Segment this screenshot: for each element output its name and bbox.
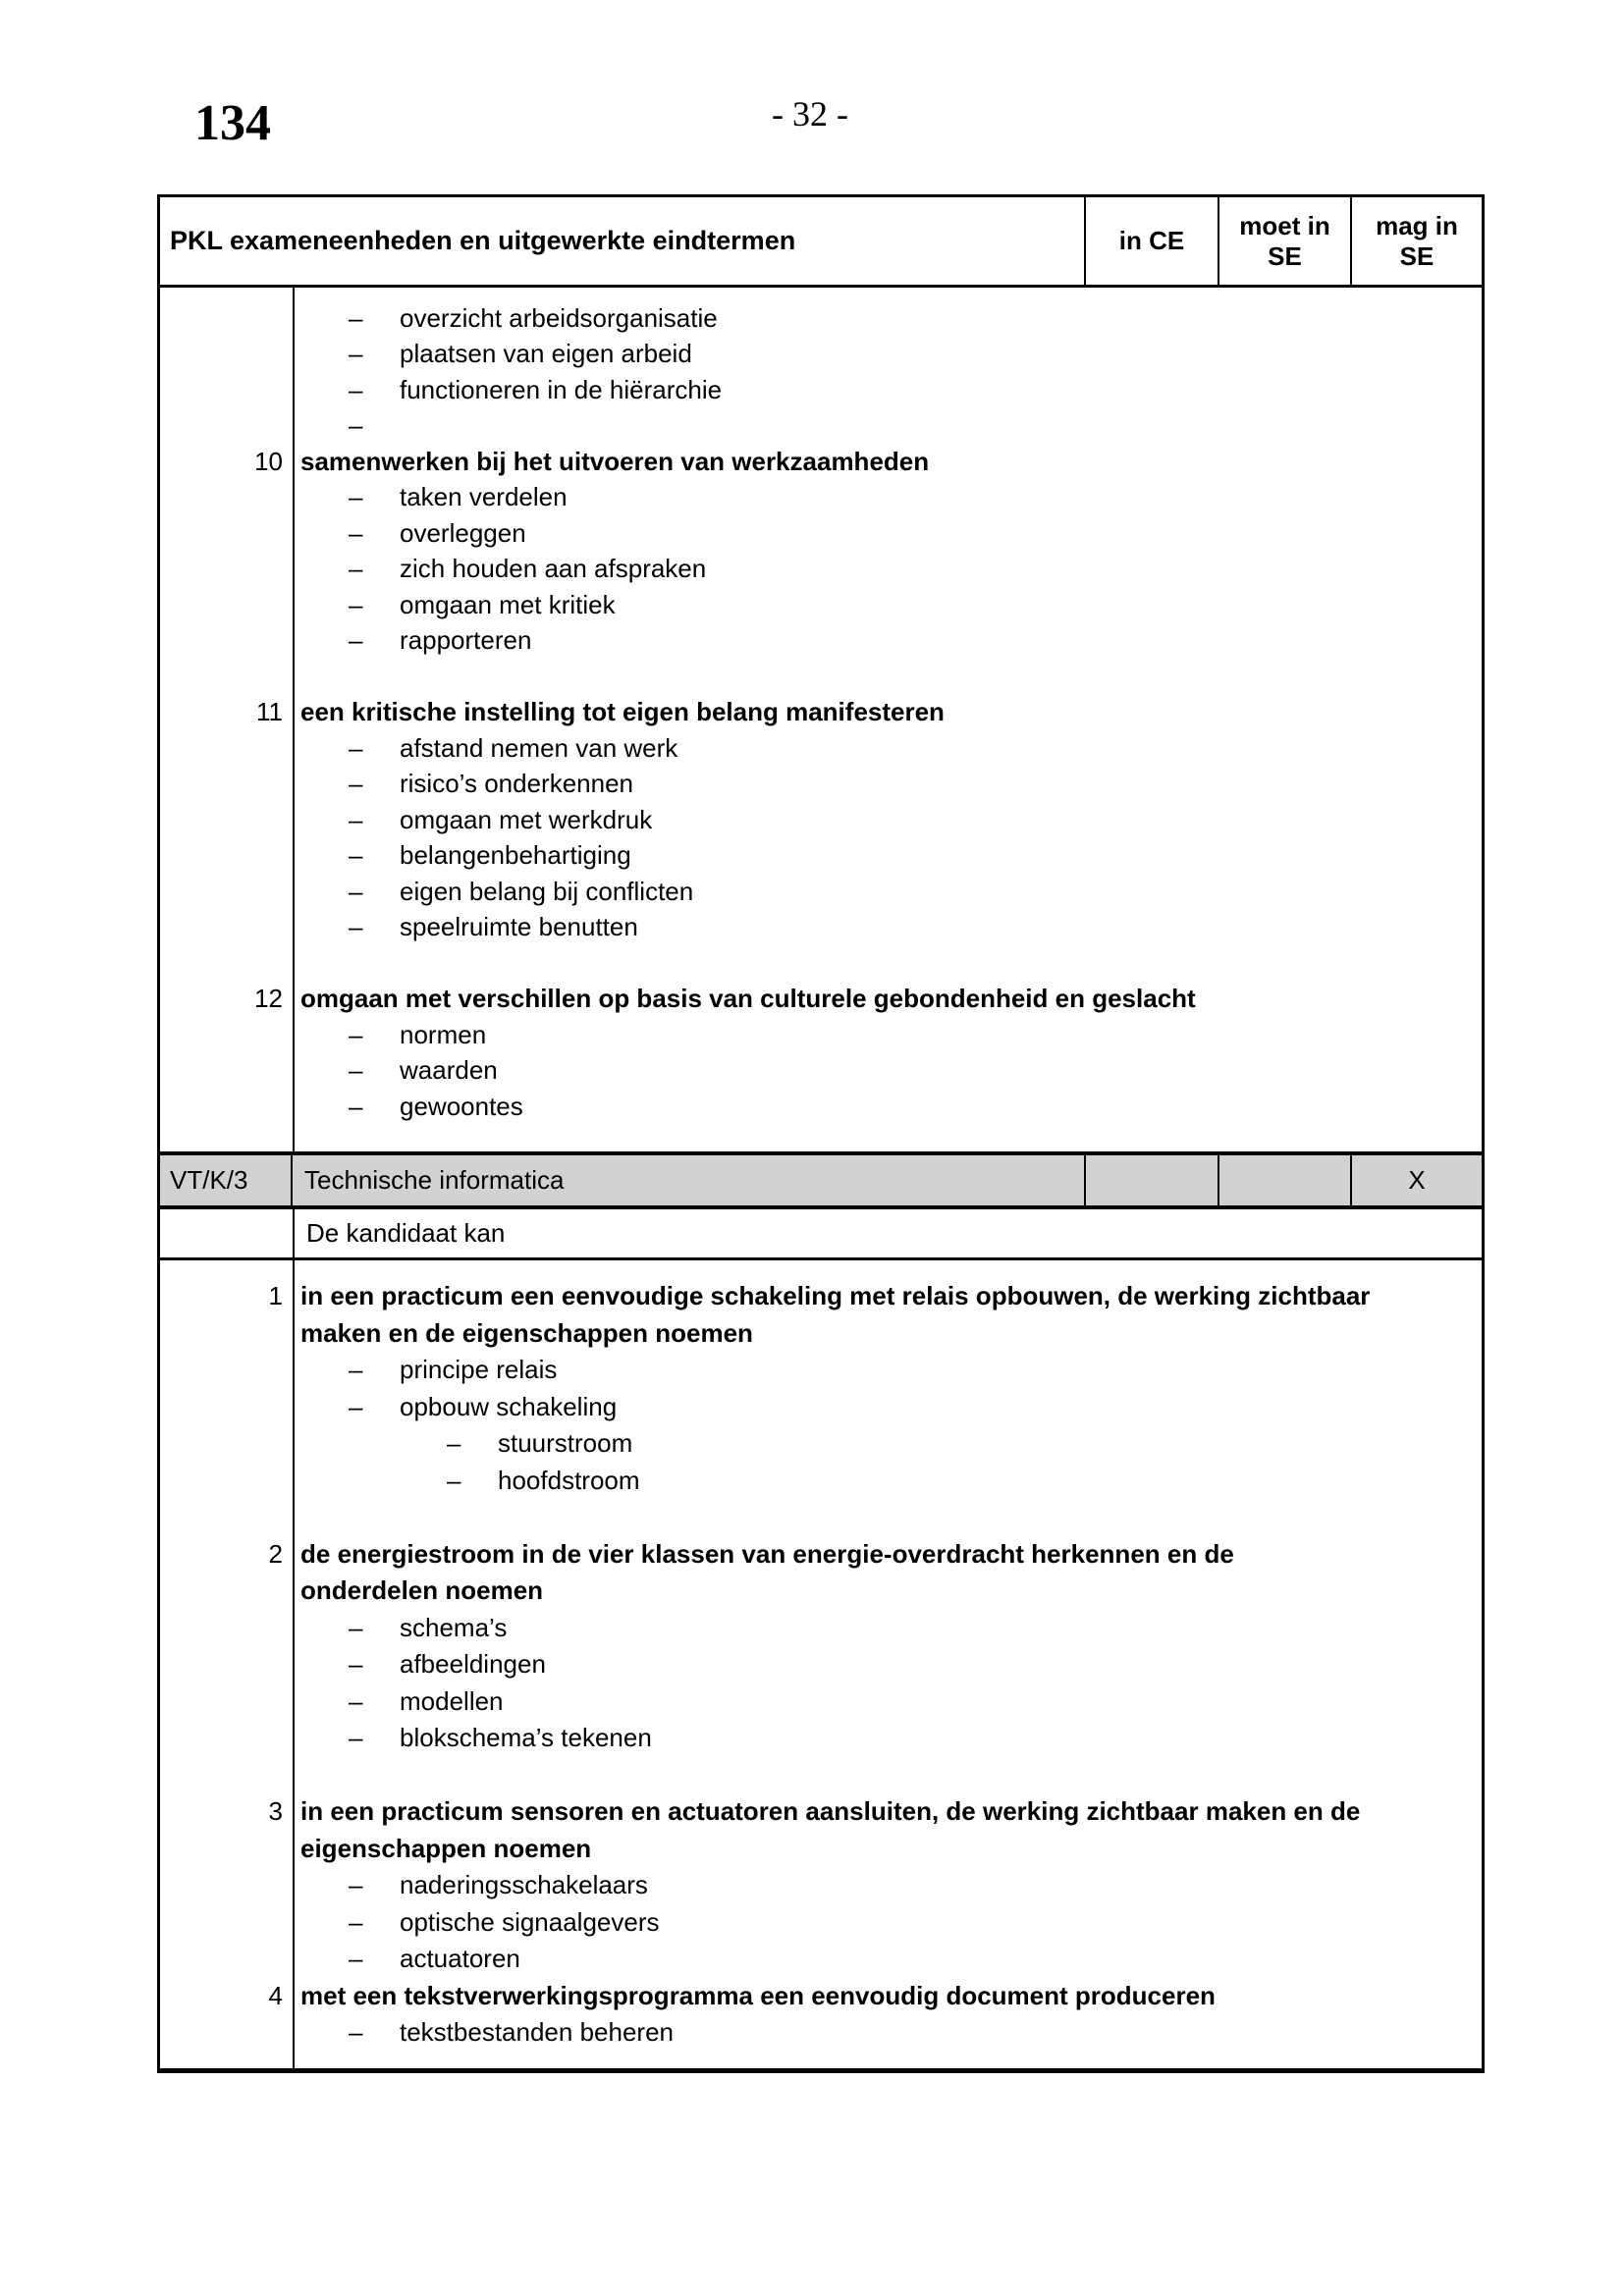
sub-bullet-line	[160, 1683, 1482, 1721]
item-heading-line	[160, 1793, 1482, 1831]
dash-bullet-icon: –	[349, 1355, 363, 1385]
spacer-line	[160, 945, 1482, 982]
line-text	[295, 1907, 1482, 1938]
spacer-line	[160, 1499, 1482, 1536]
dash-bullet-icon: –	[349, 302, 363, 333]
column-header-in-ce: in CE	[1084, 197, 1218, 285]
table-header-row	[160, 197, 1482, 288]
line-text	[295, 1613, 1482, 1643]
heading-text: de energiestroom in de vier klassen van energie-overdracht herkennen en de	[300, 1538, 1234, 1569]
line-text	[295, 339, 1482, 369]
column-header-mag-in-se: mag in SE	[1350, 197, 1482, 285]
item-number: 1	[268, 1281, 283, 1311]
dash-bullet-icon: –	[349, 1723, 363, 1753]
sub-bullet-line	[160, 1941, 1482, 1978]
bullet-text: principe relais	[400, 1355, 558, 1385]
dash-bullet-icon: –	[349, 1649, 363, 1680]
bullet-text: functioneren in de hiërarchie	[400, 374, 723, 404]
bullet-text: modellen	[400, 1685, 504, 1716]
item-number: 3	[268, 1796, 283, 1827]
dash-bullet-icon: –	[349, 769, 363, 799]
line-text	[295, 1281, 1482, 1311]
bullet-text: hoofdstroom	[498, 1465, 640, 1495]
dash-bullet-icon: –	[349, 589, 363, 619]
sub-bullet-line	[160, 1089, 1482, 1125]
sub-sub-bullet-line	[160, 1425, 1482, 1463]
sub-bullet-line	[160, 623, 1482, 660]
line-text	[295, 1020, 1482, 1050]
item-number: 4	[268, 1980, 283, 2010]
line-text	[295, 1092, 1482, 1122]
sub-bullet-line	[160, 337, 1482, 373]
bullet-text: tekstbestanden beheren	[400, 2017, 674, 2048]
item-heading-line	[160, 1278, 1482, 1315]
kandidaat-number-cell	[160, 1209, 293, 1257]
column-header-moet-in-se: moet in SE	[1218, 197, 1350, 285]
sub-bullet-line	[160, 1904, 1482, 1942]
bullet-text: omgaan met kritiek	[400, 589, 616, 619]
table-header-title: PKL exameneenheden en uitgewerkte eindtermen	[170, 226, 796, 255]
line-text	[295, 375, 1482, 405]
heading-text: een kritische instelling tot eigen belang manifesteren	[300, 697, 945, 727]
heading-text: samenwerken bij het uitvoeren van werkzaamheden	[300, 446, 930, 476]
line-text	[295, 1428, 1482, 1459]
dash-bullet-icon: –	[349, 912, 363, 942]
line-text	[295, 1723, 1482, 1753]
sub-bullet-line	[160, 408, 1482, 445]
heading-text: omgaan met verschillen op basis van culturele gebondenheid en geslacht	[300, 984, 1196, 1014]
page-number: 134	[194, 95, 271, 151]
dash-bullet-icon: –	[349, 374, 363, 404]
line-text	[295, 554, 1482, 584]
line-text	[295, 1575, 1482, 1606]
sub-bullet-line	[160, 300, 1482, 337]
line-text	[295, 1649, 1482, 1680]
bullet-text: waarden	[400, 1055, 498, 1086]
dash-bullet-icon: –	[349, 625, 363, 656]
bullet-text: afstand nemen van werk	[400, 732, 678, 763]
bullet-text: schema’s	[400, 1612, 508, 1642]
heading-text: eigenschappen noemen	[300, 1833, 592, 1863]
page-marker: - 32 -	[772, 94, 848, 133]
bullet-text: optische signaalgevers	[400, 1906, 660, 1937]
kandidaat-label: De kandidaat kan	[306, 1218, 506, 1248]
item-number: 12	[254, 984, 283, 1014]
sub-bullet-line	[160, 1720, 1482, 1757]
bullet-text: afbeeldingen	[400, 1649, 546, 1680]
bullet-text: plaatsen van eigen arbeid	[400, 339, 692, 369]
line-text	[295, 303, 1482, 334]
sub-bullet-line	[160, 1352, 1482, 1389]
item-heading-line	[160, 1536, 1482, 1574]
dash-bullet-icon: –	[349, 1055, 363, 1086]
eindtermen-table	[157, 194, 1485, 2073]
sub-bullet-line	[160, 587, 1482, 623]
line-text	[295, 1944, 1482, 1974]
bullet-text: normen	[400, 1019, 487, 1049]
body-block-items-10-12	[160, 288, 1482, 1155]
line-text	[295, 1055, 1482, 1086]
bullet-text: naderingsschakelaars	[400, 1870, 648, 1900]
item-heading-continuation	[160, 1573, 1482, 1610]
line-text	[295, 769, 1482, 799]
line-text	[295, 1466, 1482, 1496]
line-text	[295, 1686, 1482, 1717]
sub-bullet-line	[160, 802, 1482, 838]
line-text	[295, 805, 1482, 835]
item-heading-line	[160, 444, 1482, 480]
sub-bullet-line	[160, 1017, 1482, 1053]
sub-sub-bullet-line	[160, 1463, 1482, 1500]
sub-bullet-line	[160, 2014, 1482, 2052]
line-text	[295, 1834, 1482, 1864]
spacer-line	[160, 659, 1482, 695]
item-heading-continuation	[160, 1831, 1482, 1868]
section-code: VT/K/3	[160, 1155, 293, 1205]
line-text	[295, 447, 1482, 477]
sub-bullet-line	[160, 515, 1482, 552]
line-text	[295, 984, 1482, 1014]
dash-bullet-icon: –	[349, 732, 363, 763]
sub-bullet-line	[160, 1389, 1482, 1426]
bullet-text: omgaan met werkdruk	[400, 804, 653, 834]
line-text	[295, 877, 1482, 907]
line-text	[295, 1539, 1482, 1570]
sub-bullet-line	[160, 372, 1482, 408]
line-text	[295, 625, 1482, 656]
dash-bullet-icon: –	[349, 1944, 363, 1974]
line-text	[295, 518, 1482, 549]
dash-bullet-icon: –	[349, 1870, 363, 1900]
spacer-line	[160, 1757, 1482, 1794]
item-number: 2	[268, 1538, 283, 1569]
heading-text: in een practicum sensoren en actuatoren aansluiten, de werking zichtbaar maken en de	[300, 1796, 1361, 1827]
bullet-text: rapporteren	[400, 625, 532, 656]
sub-bullet-line	[160, 874, 1482, 910]
bullet-text: risico’s onderkennen	[400, 769, 633, 799]
item-heading-line	[160, 695, 1482, 731]
bullet-text: overleggen	[400, 517, 526, 548]
bullet-text: taken verdelen	[400, 482, 568, 512]
dash-bullet-icon: –	[349, 2017, 363, 2048]
dash-bullet-icon: –	[349, 876, 363, 906]
bullet-text: actuatoren	[400, 1944, 520, 1974]
kandidaat-row	[160, 1209, 1482, 1260]
dash-bullet-icon: –	[349, 482, 363, 512]
bullet-text: eigen belang bij conflicten	[400, 876, 694, 906]
section-row	[160, 1155, 1482, 1209]
line-text	[295, 1796, 1482, 1827]
section-title: Technische informatica	[304, 1165, 565, 1195]
heading-text: in een practicum een eenvoudige schakeling met relais opbouwen, de werking zichtbaar	[300, 1281, 1371, 1311]
sub-bullet-line	[160, 730, 1482, 767]
line-text	[295, 1981, 1482, 2011]
sub-bullet-line	[160, 552, 1482, 588]
line-text	[295, 1392, 1482, 1422]
dash-bullet-icon: –	[349, 1906, 363, 1937]
sub-bullet-line	[160, 838, 1482, 875]
sub-bullet-line	[160, 1867, 1482, 1904]
line-text	[295, 590, 1482, 620]
dash-bullet-icon: –	[349, 1685, 363, 1716]
bullet-text: gewoontes	[400, 1091, 523, 1121]
bullet-text: belangenbehartiging	[400, 840, 631, 871]
sub-bullet-line	[160, 1646, 1482, 1683]
line-text	[295, 410, 1482, 441]
dash-bullet-icon: –	[349, 804, 363, 834]
heading-text: met een tekstverwerkingsprogramma een eenvoudig document produceren	[300, 1980, 1216, 2010]
dash-bullet-icon: –	[349, 1091, 363, 1121]
line-text	[295, 2017, 1482, 2048]
dash-bullet-icon: –	[349, 339, 363, 369]
dash-bullet-icon: –	[349, 410, 363, 441]
bullet-text: overzicht arbeidsorganisatie	[400, 302, 718, 333]
line-text	[295, 697, 1482, 727]
line-text	[295, 482, 1482, 512]
section-in-ce-value	[1084, 1155, 1218, 1205]
dash-bullet-icon: –	[349, 554, 363, 584]
dash-bullet-icon: –	[349, 1019, 363, 1049]
section-moet-in-se-value	[1218, 1155, 1350, 1205]
item-number: 11	[256, 697, 283, 727]
bullet-text: blokschema’s tekenen	[400, 1723, 652, 1753]
bullet-text: opbouw schakeling	[400, 1391, 618, 1421]
bullet-text: speelruimte benutten	[400, 912, 638, 942]
line-text	[295, 840, 1482, 871]
section-mag-in-se-value: X	[1350, 1155, 1482, 1205]
line-text	[295, 733, 1482, 764]
line-text	[295, 1318, 1482, 1349]
dash-bullet-icon: –	[349, 517, 363, 548]
dash-bullet-icon: –	[447, 1465, 461, 1495]
item-heading-continuation	[160, 1315, 1482, 1353]
sub-bullet-line	[160, 1610, 1482, 1647]
sub-bullet-line	[160, 480, 1482, 516]
heading-text: maken en de eigenschappen noemen	[300, 1317, 753, 1348]
sub-bullet-line	[160, 910, 1482, 946]
sub-bullet-line	[160, 1053, 1482, 1090]
item-heading-line	[160, 1978, 1482, 2015]
bullet-text: zich houden aan afspraken	[400, 554, 707, 584]
heading-text: onderdelen noemen	[300, 1575, 544, 1606]
body-block-items-1-4	[160, 1260, 1482, 2068]
item-heading-line	[160, 982, 1482, 1018]
line-text	[295, 1355, 1482, 1385]
line-text	[295, 912, 1482, 942]
dash-bullet-icon: –	[349, 1612, 363, 1642]
sub-bullet-line	[160, 767, 1482, 803]
dash-bullet-icon: –	[349, 1391, 363, 1421]
bullet-text: stuurstroom	[498, 1428, 633, 1459]
dash-bullet-icon: –	[349, 840, 363, 871]
dash-bullet-icon: –	[447, 1428, 461, 1459]
line-text	[295, 1870, 1482, 1900]
item-number: 10	[254, 446, 283, 476]
